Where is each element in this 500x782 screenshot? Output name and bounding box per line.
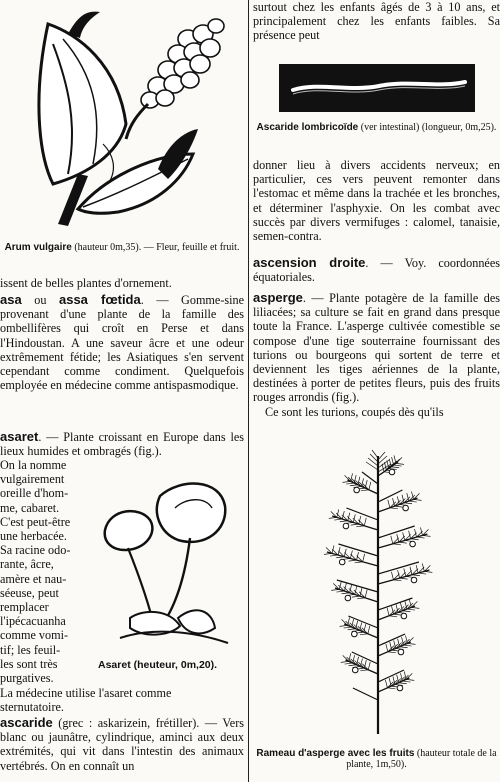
asperge-end-text: Ce sont les turions, coupés dès qu'ils <box>265 404 444 419</box>
worm-caption-name: Ascaride lombricoïde <box>256 122 359 133</box>
asaret-end-line-2: sternutatoire. <box>0 700 64 715</box>
ascaride-continuation <box>253 0 500 43</box>
column-rule <box>248 0 249 782</box>
asaret-line: amère et nau- <box>0 571 67 586</box>
headword-ascaride: ascaride <box>0 715 53 730</box>
asaret-line: l'ipécacuanha <box>0 614 66 629</box>
entry-asaret <box>0 430 244 458</box>
entry-asperge <box>253 291 500 419</box>
asaret-line: C'est peut-être <box>0 514 71 529</box>
left-column <box>0 0 244 782</box>
asaret-line: purgatives. <box>0 671 54 686</box>
asa-definition: . — Gomme-sine provenant d'une plante de la famille des ombellifères qui croît en Perse et dans l'Hindoustan. A une saveur âcre et une odeur extrêmement fétide; les Asiatiques s'en servent cependant comme condiment. Quelquefois employée en médecine comme antispasmodique. <box>0 293 244 393</box>
headword-asaret: asaret <box>0 429 39 444</box>
arum-illustration <box>8 4 244 236</box>
headword-asperge: asperge <box>253 290 303 305</box>
ascension-definition: . — Voy. coordonnées équatoriales. <box>253 256 500 285</box>
asaret-line: oreille d'hom- <box>0 486 69 501</box>
entry-asa <box>0 293 244 392</box>
asperge-illustration <box>293 446 463 736</box>
asaret-line: On la nomme <box>0 458 67 472</box>
ascaride-body-text: donner lieu à divers accidents nerveux; en particulier, ces vers peuvent remonter dans l'estomac et même dans la trachée et les bronches, et déterminer l'asphyxie. On les combat avec succès par divers vermifuges : calomel, tanaisie, semen-contra. <box>253 158 500 244</box>
asaret-caption-text: Asaret (heuteur, 0m,20). <box>98 659 218 671</box>
worm-caption-detail: (ver intestinal) (longueur, 0m,25). <box>360 122 497 133</box>
ascaride-definition: (grec : askarizein, frétiller). — Vers blanc ou jaunâtre, cylindrique, aminci aux deux extrémités, qui vit dans l'intestin des animaux vertébrés. On en connaît un <box>0 716 244 773</box>
ascaride-continuation-text: surtout chez les enfants âgés de 3 à 10 ans, et principalement chez les enfants faibles. Sa présence peut <box>253 0 500 43</box>
asperge-caption <box>253 748 500 770</box>
asaret-line: me, cabaret. <box>0 500 60 515</box>
entry-ascension-droite <box>253 256 500 284</box>
asaret-caption <box>98 660 244 671</box>
arum-entry-end-text: issent de belles plantes d'ornement. <box>0 276 172 290</box>
asaret-line: vulgairement <box>0 472 65 487</box>
asaret-line: une herbacée. <box>0 529 67 544</box>
asaret-illustration <box>100 478 240 653</box>
asaret-line: tif; les feuil- <box>0 642 61 657</box>
asperge-caption-detail: (hauteur totale de la plante, 1m,50). <box>346 748 497 770</box>
right-column <box>253 0 500 782</box>
worm-caption <box>253 122 500 133</box>
ascaride-body <box>253 158 500 243</box>
headword-or: ou <box>34 293 47 307</box>
asaret-line: comme vomi- <box>0 628 69 643</box>
arum-caption-detail: (hauteur 0m,35). — Fleur, feuille et fruit. <box>74 242 240 253</box>
asperge-definition: . — Plante potagère de la famille des liliacées; sa culture se fait en grand dans presque toute la France. L'asperge cultivée comestible se compose d'une tige souterraine fournissant des turions ou bourgeons qui sortent de terre et deviennent les tiges aériennes de la plante, destinées à porter de petites fleurs, puis des fruits rouges arrondis (fig.). <box>253 291 500 405</box>
asaret-line: Sa racine odo- <box>0 543 71 558</box>
headword-asa: asa <box>0 292 22 307</box>
asaret-narrow-text <box>0 458 104 685</box>
arum-caption-name: Arum vulgaire <box>4 242 72 253</box>
headword-ascension-droite: ascension droite <box>253 255 366 270</box>
asaret-end-line-1: La médecine utilise l'asaret comme <box>0 686 172 700</box>
asaret-entry-end <box>0 686 244 714</box>
arum-entry-end <box>0 276 244 290</box>
asperge-caption-name: Rameau d'asperge avec les fruits <box>256 748 415 759</box>
entry-ascaride <box>0 716 244 773</box>
ascaride-worm-illustration <box>279 64 475 112</box>
asaret-line: remplacer <box>0 600 49 615</box>
arum-caption <box>0 242 244 253</box>
asaret-line: séeuse, peut <box>0 585 59 600</box>
headword-assa-foetida: assa fœtida <box>58 292 141 307</box>
asaret-definition: . — Plante croissant en Europe dans les lieux humides et ombragés (fig.). <box>0 430 244 459</box>
asaret-line: rante, âcre, <box>0 557 54 572</box>
asaret-line: les sont très <box>0 656 58 671</box>
